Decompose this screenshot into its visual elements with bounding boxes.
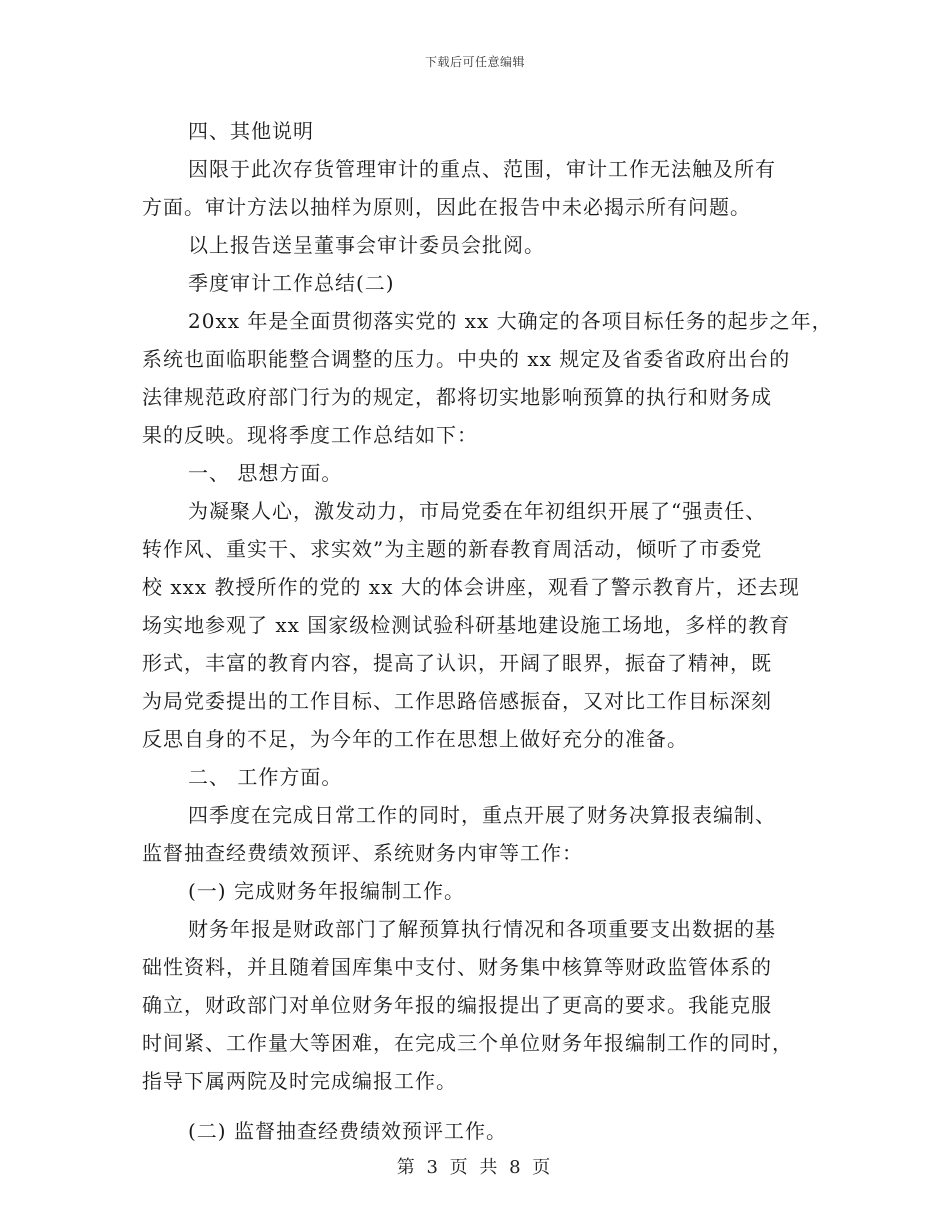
paragraph-line: 果的反映。现将季度工作总结如下： (142, 423, 478, 447)
paragraph-line: 因限于此次存货管理审计的重点、范围，审计工作无法触及所有 (188, 157, 776, 181)
paragraph-line: 财务年报是财政部门了解预算执行情况和各项重要支出数据的基 (188, 917, 776, 941)
paragraph-line: 形式，丰富的教育内容，提高了认识，开阔了眼界，振奋了精神，既 (142, 651, 772, 675)
paragraph-line: 法律规范政府部门行为的规定，都将切实地影响预算的执行和财务成 (142, 385, 772, 409)
page-header: 下载后可任意编辑 (424, 55, 525, 69)
paragraph-line: 场实地参观了 xx 国家级检测试验科研基地建设施工场地，多样的教育 (142, 613, 791, 637)
section-heading: 一、 思想方面。 (188, 461, 343, 485)
subsection-heading: (二) 监督抽查经费绩效预评工作。 (188, 1119, 507, 1143)
section-heading: 四、其他说明 (188, 119, 314, 143)
paragraph-line: 指导下属两院及时完成编报工作。 (142, 1069, 457, 1093)
spacer (142, 1100, 822, 1112)
paragraph-line: 确立，财政部门对单位财务年报的编报提出了更高的要求。我能克服 (142, 993, 772, 1017)
section-heading: 二、 工作方面。 (188, 765, 343, 789)
paragraph-line: 为凝聚人心，激发动力，市局党委在年初组织开展了“强责任、 (188, 499, 767, 523)
paragraph-line: 以上报告送呈董事会审计委员会批阅。 (188, 233, 545, 257)
paragraph-line: 四季度在完成日常工作的同时，重点开展了财务决算报表编制、 (188, 803, 776, 827)
paragraph-line: 为局党委提出的工作目标、工作思路倍感振奋，又对比工作目标深刻 (142, 689, 772, 713)
paragraph-line: 20xx 年是全面贯彻落实党的 xx 大确定的各项目标任务的起步之年， (188, 309, 833, 333)
subsection-heading: (一) 完成财务年报编制工作。 (188, 879, 465, 903)
paragraph-line: 反思自身的不足，为今年的工作在思想上做好充分的准备。 (142, 727, 688, 751)
paragraph-line: 转作风、重实干、求实效”为主题的新春教育周活动，倾听了市委党 (142, 537, 763, 561)
paragraph-line: 时间紧、工作量大等困难，在完成三个单位财务年报编制工作的同时， (142, 1031, 793, 1055)
paragraph-line: 础性资料，并且随着国库集中支付、财务集中核算等财政监管体系的 (142, 955, 772, 979)
paragraph-line: 系统也面临职能整合调整的压力。中央的 xx 规定及省委省政府出台的 (142, 347, 791, 371)
page-number: 第 3 页 共 8 页 (396, 1157, 554, 1178)
document-body (142, 112, 833, 1150)
paragraph-line: 方面。审计方法以抽样为原则，因此在报告中未必揭示所有问题。 (142, 195, 751, 219)
paragraph-line: 校 xxx 教授所作的党的 xx 大的体会讲座，观看了警示教育片，还去现 (142, 575, 800, 599)
paragraph-line: 监督抽查经费绩效预评、系统财务内审等工作： (142, 841, 583, 865)
document-subtitle: 季度审计工作总结(二) (188, 271, 395, 295)
